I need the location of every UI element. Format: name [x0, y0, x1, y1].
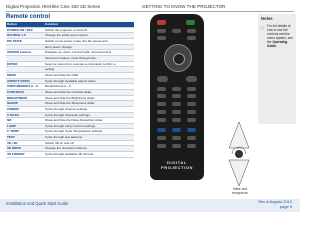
function-cell: Switch the projector on and off. [44, 27, 134, 33]
remote-button [157, 136, 166, 140]
remote-button [172, 94, 181, 98]
button-name-cell: 3D / 2D [6, 140, 44, 146]
remote-button [172, 118, 181, 122]
remote-button [187, 102, 196, 106]
remote-control-image [150, 14, 204, 180]
notes-title: Notes [261, 16, 273, 21]
remote-button [187, 136, 196, 140]
page-header [6, 3, 294, 11]
button-name-cell: ENTER [6, 61, 44, 67]
function-cell: Show and hide the Contrast slider. [44, 89, 134, 95]
remote-button [157, 87, 166, 91]
function-cell: decrement values; cycle through lists. [44, 55, 134, 61]
function-cell: Show and hide the OSD. [44, 72, 134, 78]
function-cell: Change the dominant channel. [44, 146, 134, 152]
button-name-cell: ASPECT RATIO [6, 78, 44, 84]
button-name-cell: ARROW buttons [6, 50, 44, 56]
3d-button-graphic [172, 128, 181, 132]
function-cell: setting. [44, 67, 134, 73]
function-cell: Cycle through test patterns. [44, 135, 134, 141]
button-name-cell: V SCAN [6, 112, 44, 118]
ir-beam-upper [229, 122, 249, 148]
remote-button [187, 144, 196, 148]
remote-button [172, 110, 181, 114]
section-title: Remote control [6, 14, 51, 20]
remote-button [157, 144, 166, 148]
notes-body: For full details of how to use the controls and the menu system, see the [267, 24, 293, 44]
remote-button [157, 36, 166, 40]
function-cell: Change the active input source. [44, 33, 134, 39]
button-name-cell: 3D FORMAT [6, 152, 44, 158]
function-cell: Select a menu item; execute a command; confirm a [44, 61, 134, 67]
remote-button [187, 110, 196, 114]
button-name-cell: SHARP [6, 101, 44, 107]
button-name-cell: CONTRAST [6, 89, 44, 95]
function-cell: Cycle through Cinema settings. [44, 106, 134, 112]
ir-beam-diagram [228, 122, 250, 186]
function-cell: Cycle through Overscan settings. [44, 112, 134, 118]
dpad-graphic [164, 44, 192, 72]
remote-button [186, 76, 197, 82]
remote-button [187, 36, 196, 40]
remote-button [157, 29, 166, 33]
button-name-cell: C TEMP [6, 129, 44, 135]
function-cell: Cycle through Color Temperature settings. [44, 129, 134, 135]
button-name-cell: BRIGHTNESS [6, 95, 44, 101]
3d-button-graphic [157, 128, 166, 132]
function-cell: lamp power change. [44, 44, 134, 50]
button-name-cell: PIC MUTE [6, 38, 44, 44]
function-cell: Cycle through Lamp Control settings. [44, 123, 134, 129]
remote-button [172, 29, 181, 33]
button-name-cell: TEST [6, 135, 44, 141]
note-pointer-icon: ☞ [260, 26, 266, 32]
header-chapter: GETTING TO KNOW THE PROJECTOR [142, 4, 226, 9]
table-row [6, 152, 134, 158]
remote-button [187, 94, 196, 98]
button-name-cell: LAMP [6, 123, 44, 129]
button-name-cell: USER MEMORY A - C [6, 84, 44, 90]
ir-receptors-caption: Infra-red receptors [232, 187, 248, 196]
remote-button [172, 136, 181, 140]
column-header: Function [44, 22, 134, 27]
remote-button [187, 87, 196, 91]
ir-receptor-icon [235, 150, 243, 158]
function-cell: Cycle through available 3D formats. [44, 152, 134, 158]
notes-text [267, 25, 295, 48]
button-name-cell: MENU [6, 72, 44, 78]
footer-page-info [258, 200, 292, 210]
remote-functions-table [6, 22, 134, 158]
footer-revision: Rev A August 2012 [258, 199, 292, 204]
function-cell: Navigate up, down, left and right; increment and [44, 50, 134, 56]
remote-button [157, 118, 166, 122]
remote-button [157, 94, 166, 98]
operating-guide-link[interactable]: Operating Guide. [267, 39, 288, 48]
function-cell: Recall Preset A - C. [44, 84, 134, 90]
function-cell: Switch to low power mode; the fan speed and [44, 38, 134, 44]
function-cell: Show and hide the Sharpness slider. [44, 101, 134, 107]
remote-button [157, 102, 166, 106]
button-name-cell: NR [6, 118, 44, 124]
footer-page-number: page 9 [279, 203, 292, 209]
button-name-cell: POWER ON / OFF [6, 27, 44, 33]
button-name-cell: 3D SWAP [6, 146, 44, 152]
button-name-cell: SOURCE 1-5 [6, 33, 44, 39]
remote-button [157, 76, 168, 82]
header-product: Digital Projection HIGHlite Cine 330 3D Series [6, 4, 101, 9]
remote-button [157, 110, 166, 114]
function-cell: Cycle through available aspect ratios. [44, 78, 134, 84]
function-cell: Show and hide the Brightness slider. [44, 95, 134, 101]
function-cell: Switch 3D on and off. [44, 140, 134, 146]
notes-panel [258, 14, 296, 124]
remote-button [187, 118, 196, 122]
footer-guide-title: Installation and Quick Start Guide [6, 201, 69, 206]
enter-button-graphic [173, 53, 185, 65]
ir-beam-lower [229, 160, 249, 186]
function-cell: Show and hide the Noise Reduction slider. [44, 118, 134, 124]
power-on-button-graphic [186, 20, 195, 25]
power-button-graphic [157, 20, 166, 25]
column-header: Button [6, 22, 44, 27]
remote-button [172, 102, 181, 106]
button-name-cell: CINEMA [6, 106, 44, 112]
remote-brand-label: DIGITAL PROJECTION [160, 160, 193, 170]
3d-button-graphic [187, 128, 196, 132]
remote-button [172, 144, 181, 148]
remote-button [172, 87, 181, 91]
header-rule [6, 11, 294, 12]
remote-button [187, 29, 196, 33]
